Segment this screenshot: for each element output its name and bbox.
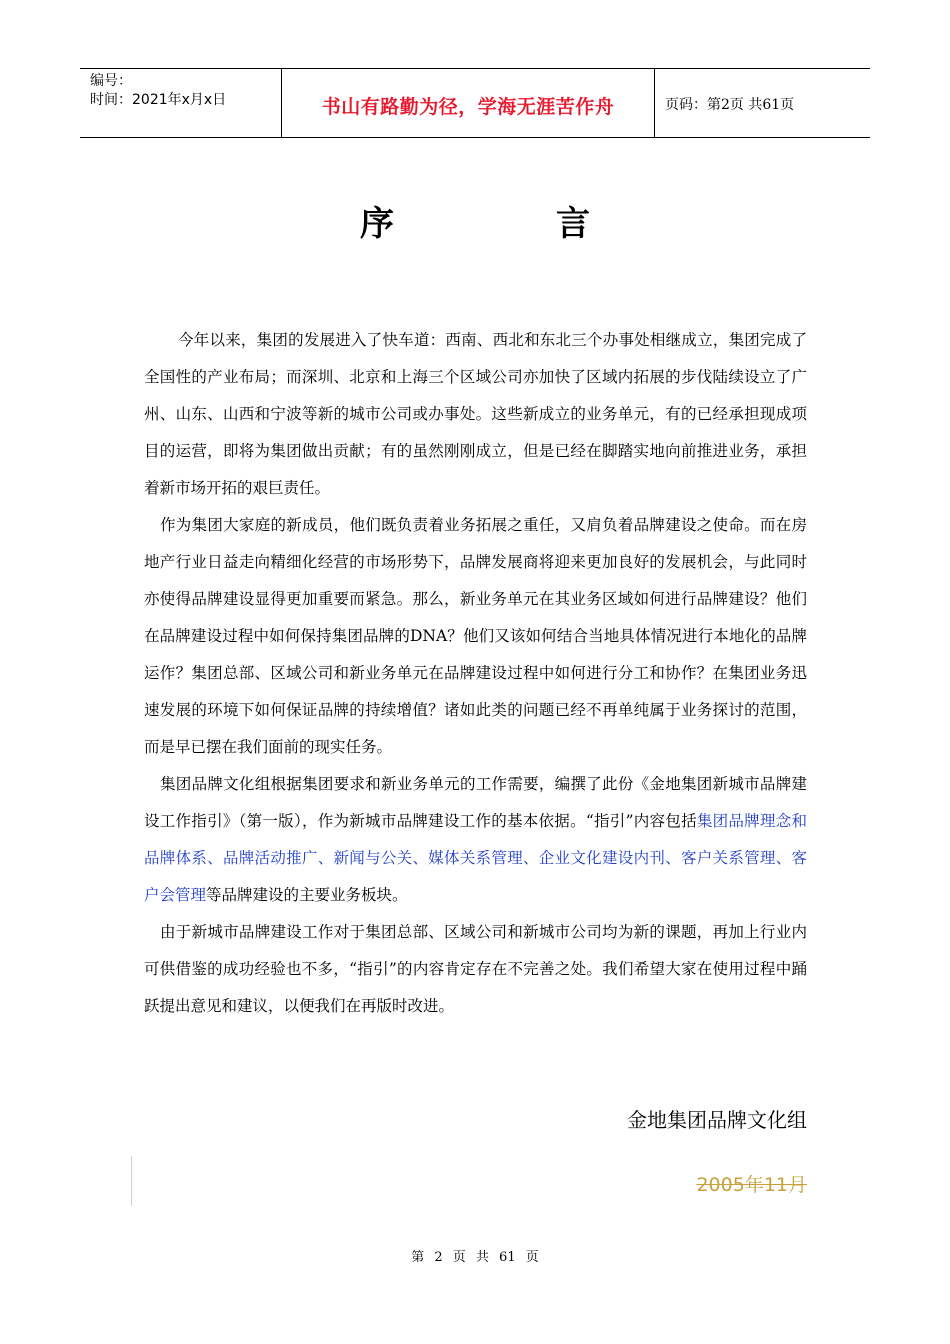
margin-marker-line [131, 1156, 132, 1206]
paragraph-3 [144, 766, 807, 914]
page-info: 页码：第2页 共61页 [665, 97, 795, 113]
business-modules-links[interactable]: 集团品牌理念和品牌体系、品牌活动推广、新闻与公关、媒体关系管理、企业文化建设内刊、客户关系管理、客户会管理 [144, 812, 807, 904]
header-cell-page [655, 69, 870, 137]
header-cell-motto [282, 69, 655, 137]
page-footer: 第 2 页 共 61 页 [411, 1250, 539, 1265]
page-title [0, 196, 950, 246]
paragraph-2: 作为集团大家庭的新成员，他们既负责着业务拓展之重任，又肩负着品牌建设之使命。而在房地产行业日益走向精细化经营的市场形势下，品牌发展商将迎来更加良好的发展机会，与此同时亦使得品牌建设显得更加重要而紧急。那么，新业务单元在其业务区域如何进行品牌建设？他们在品牌建设过程中如何保持集团品牌的DNA？他们又该如何结合当地具体情况进行本地化的品牌运作？集团总部、区域公司和新业务单元在品牌建设过程中如何进行分工和协作？在集团业务迅速发展的环境下如何保证品牌的持续增值？诸如此类的问题已经不再单纯属于业务探讨的范围，而是早已摆在我们面前的现实任务。 [144, 516, 807, 756]
paragraph-4: 由于新城市品牌建设工作对于集团总部、区域公司和新城市公司均为新的课题，再加上行业内可供借鉴的成功经验也不多，“指引”的内容肯定存在不完善之处。我们希望大家在使用过程中踊跃提出意见和建议，以便我们在再版时改进。 [144, 923, 807, 1015]
header-table [80, 68, 870, 138]
title-char-1: 序 [360, 204, 394, 244]
date: 2005年11月 [696, 1174, 807, 1196]
time-label: 时间：2021年x月x日 [90, 92, 227, 108]
signature: 金地集团品牌文化组 [627, 1108, 807, 1132]
paragraph-1: 今年以来，集团的发展进入了快车道：西南、西北和东北三个办事处相继成立，集团完成了全国性的产业布局；而深圳、北京和上海三个区域公司亦加快了区域内拓展的步伐陆续设立了广州、山东、山西和宁波等新的城市公司或办事处。这些新成立的业务单元，有的已经承担现成项目的运营，即将为集团做出贡献；有的虽然刚刚成立，但是已经在脚踏实地向前推进业务，承担着新市场开拓的艰巨责任。 [144, 331, 807, 497]
preface-body [144, 322, 807, 1025]
title-char-2: 言 [556, 204, 590, 244]
paragraph-3-start: 集团品牌文化组根据集团要求和新业务单元的工作需要，编撰了此份《金地集团新城市品牌建设工作指引》（第一版），作为新城市品牌建设工作的基本依据。“指引”内容包括 [144, 775, 807, 830]
serial-label: 编号： [90, 73, 132, 89]
header-cell-meta [80, 69, 282, 137]
motto: 书山有路勤为径，学海无涯苦作舟 [321, 96, 615, 118]
paragraph-3-end: 等品牌建设的主要业务板块。 [206, 886, 408, 904]
